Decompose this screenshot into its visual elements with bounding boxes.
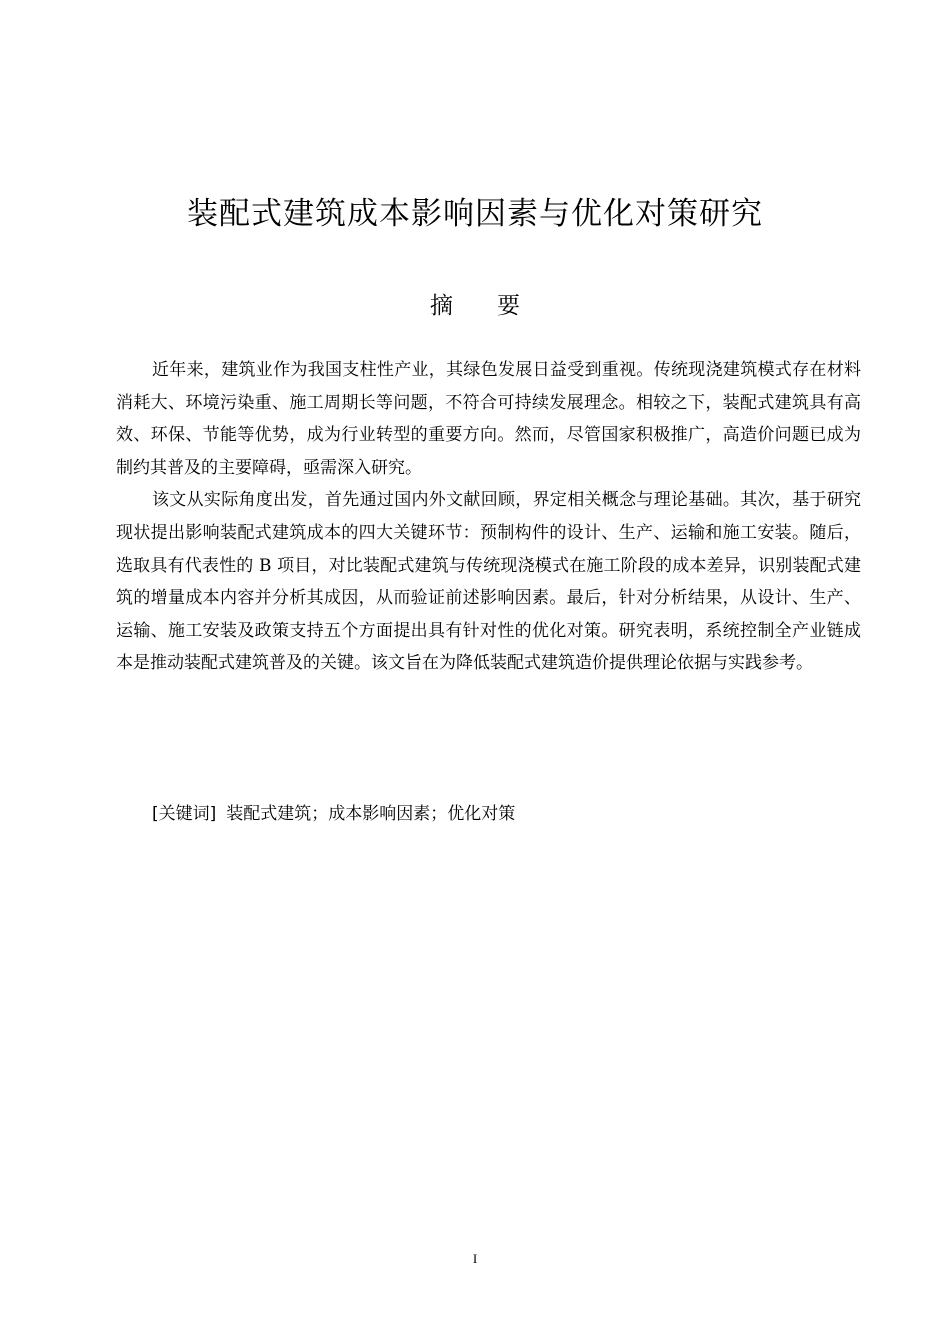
abstract-heading: 摘要: [430, 293, 564, 319]
page-number: I: [472, 1251, 478, 1266]
abstract-paragraph-2: 该文从实际角度出发，首先通过国内外文献回顾，界定相关概念与理论基础。其次，基于研究现状提出影响装配式建筑成本的四大关键环节：预制构件的设计、生产、运输和施工安装。随后，选取具有代表性的 B 项目，对比装配式建筑与传统现浇模式在施工阶段的成本差异，识别装配式建筑的增量成本内容并分析其成因，从而验证前述影响因素。最后，针对分析结果，从设计、生产、运输、施工安装及政策支持五个方面提出具有针对性的优化对策。研究表明，系统控制全产业链成本是推动装配式建筑普及的关键。该文旨在为降低装配式建筑造价提供理论依据与实践参考。: [116, 490, 861, 674]
abstract-paragraph-1: 近年来，建筑业作为我国支柱性产业，其绿色发展日益受到重视。传统现浇建筑模式存在材料消耗大、环境污染重、施工周期长等问题，不符合可持续发展理念。相较之下，装配式建筑具有高效、环保、节能等优势，成为行业转型的重要方向。然而，尽管国家积极推广，高造价问题已成为制约其普及的主要障碍，亟需深入研究。: [116, 360, 861, 478]
keywords-line: [152, 798, 852, 830]
keywords-text: 装配式建筑；成本影响因素；优化对策: [226, 804, 516, 824]
keywords-label: [关键词]: [152, 804, 217, 824]
paper-title: 装配式建筑成本影响因素与优化对策研究: [187, 196, 763, 232]
abstract-body: [116, 354, 861, 680]
